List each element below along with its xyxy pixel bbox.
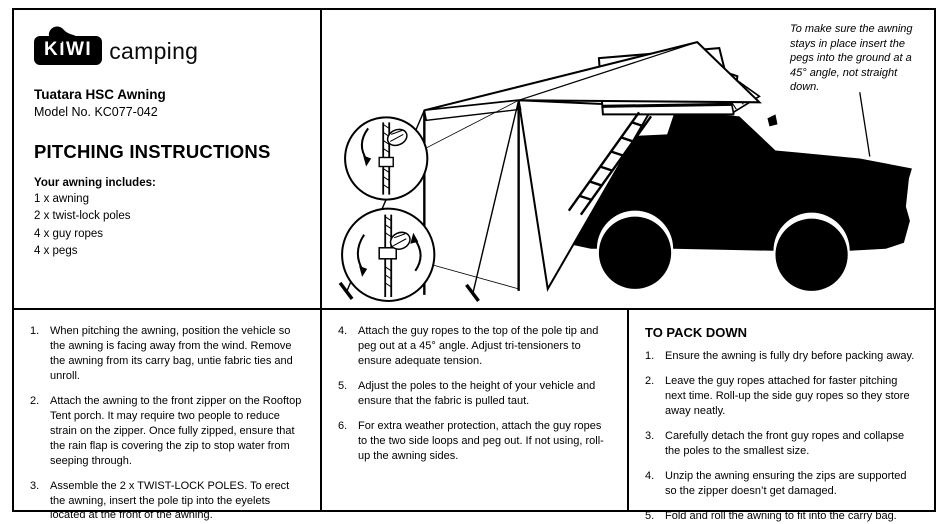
kiwi-logo-box bbox=[34, 36, 102, 65]
callout-leader-lines bbox=[425, 100, 518, 289]
instruction-item bbox=[338, 324, 611, 369]
brand-logo-suffix: camping bbox=[109, 38, 199, 64]
item-text: Assemble the 2 x TWIST-LOCK POLES. To erect the awning, insert the pole tip into the eyelets located at the front of the awning. bbox=[50, 479, 290, 522]
item-number: 6. bbox=[338, 419, 348, 432]
front-wheel bbox=[775, 219, 847, 291]
header-panel bbox=[14, 10, 322, 308]
item-number: 3. bbox=[645, 429, 655, 442]
instructions-column-2 bbox=[322, 310, 629, 510]
twist-lock-poles bbox=[424, 100, 518, 295]
callout-twistlock-bottom bbox=[342, 209, 434, 301]
includes-list bbox=[34, 191, 300, 260]
instruction-item bbox=[30, 394, 304, 469]
item-text: Adjust the poles to the height of your vehicle and ensure that the fabric is pulled taut. bbox=[358, 379, 596, 407]
item-text: Carefully detach the front guy ropes and collapse the poles to the smallest size. bbox=[665, 429, 905, 457]
item-text: Ensure the awning is fully dry before packing away. bbox=[665, 350, 915, 362]
item-text: Fold and roll the awning to fit into the carry bag. bbox=[665, 509, 897, 522]
item-text: Leave the guy ropes attached for faster pitching next time. Roll-up the side guy ropes so they store away neatly. bbox=[665, 374, 910, 417]
includes-title: Your awning includes: bbox=[34, 177, 156, 189]
illustration-panel bbox=[322, 10, 934, 308]
item-number: 2. bbox=[645, 374, 655, 387]
includes-item: 4 x pegs bbox=[34, 244, 78, 257]
instructions-section bbox=[14, 310, 934, 522]
top-row bbox=[14, 10, 934, 310]
item-number: 5. bbox=[645, 509, 655, 522]
pack-down-item bbox=[645, 374, 918, 419]
item-number: 4. bbox=[645, 469, 655, 482]
kiwi-bird-icon bbox=[46, 23, 82, 48]
pack-down-item bbox=[645, 469, 918, 499]
includes-item: 4 x guy ropes bbox=[34, 227, 104, 240]
callout-twistlock-top bbox=[345, 117, 427, 199]
product-title: Tuatara HSC Awning bbox=[34, 87, 166, 102]
item-text: Attach the guy ropes to the top of the pole tip and peg out at a 45° angle. Adjust tri-tensioners to ensure adequate tension. bbox=[358, 325, 599, 367]
instruction-item bbox=[338, 379, 611, 409]
item-number: 4. bbox=[338, 325, 348, 337]
item-text: Unzip the awning ensuring the zips are supported so the zipper doesn’t get damaged. bbox=[665, 469, 907, 497]
pitch-angle-note: To make sure the awning stays in place insert the pegs into the ground at a 45° angle, not straight down. bbox=[790, 23, 913, 94]
instruction-item bbox=[30, 324, 304, 384]
includes-item: 1 x awning bbox=[34, 193, 89, 205]
instruction-sheet bbox=[12, 8, 936, 522]
side-mirror bbox=[767, 114, 777, 126]
brand-logo-text: KIWI bbox=[44, 39, 93, 60]
item-number: 3. bbox=[30, 479, 40, 492]
model-number: Model No. KC077-042 bbox=[34, 105, 158, 119]
rear-wheel bbox=[599, 217, 671, 289]
includes-item: 2 x twist-lock poles bbox=[34, 210, 131, 223]
pack-down-item bbox=[645, 429, 918, 459]
item-text: For extra weather protection, attach the guy ropes to the two side loops and peg out. If not using, roll-up the awning sides. bbox=[358, 419, 604, 462]
pack-down-item bbox=[645, 509, 918, 524]
instruction-item bbox=[338, 419, 611, 464]
pack-down-title: TO PACK DOWN bbox=[645, 325, 748, 340]
instruction-item bbox=[30, 479, 304, 524]
section-title: PITCHING INSTRUCTIONS bbox=[34, 141, 271, 162]
item-number: 5. bbox=[338, 379, 348, 392]
brand-logo bbox=[34, 36, 300, 65]
item-number: 1. bbox=[30, 325, 40, 337]
item-text: Attach the awning to the front zipper on the Rooftop Tent porch. It may require two people to reduce strain on the zipper. Once fully zipped, ensure that the rain flap is covering the zip to stop water from seeping through. bbox=[50, 394, 302, 467]
instructions-column-1 bbox=[14, 310, 322, 522]
pack-down-list bbox=[645, 349, 918, 524]
item-number: 2. bbox=[30, 394, 40, 407]
antenna bbox=[860, 92, 870, 156]
item-number: 1. bbox=[645, 350, 655, 362]
item-text: When pitching the awning, position the vehicle so the awning is facing away from the wind. Remove the awning from its carry bag, untie fabric ties and unroll. bbox=[50, 325, 293, 382]
pack-down-column bbox=[629, 310, 934, 522]
pack-down-item bbox=[645, 349, 918, 364]
